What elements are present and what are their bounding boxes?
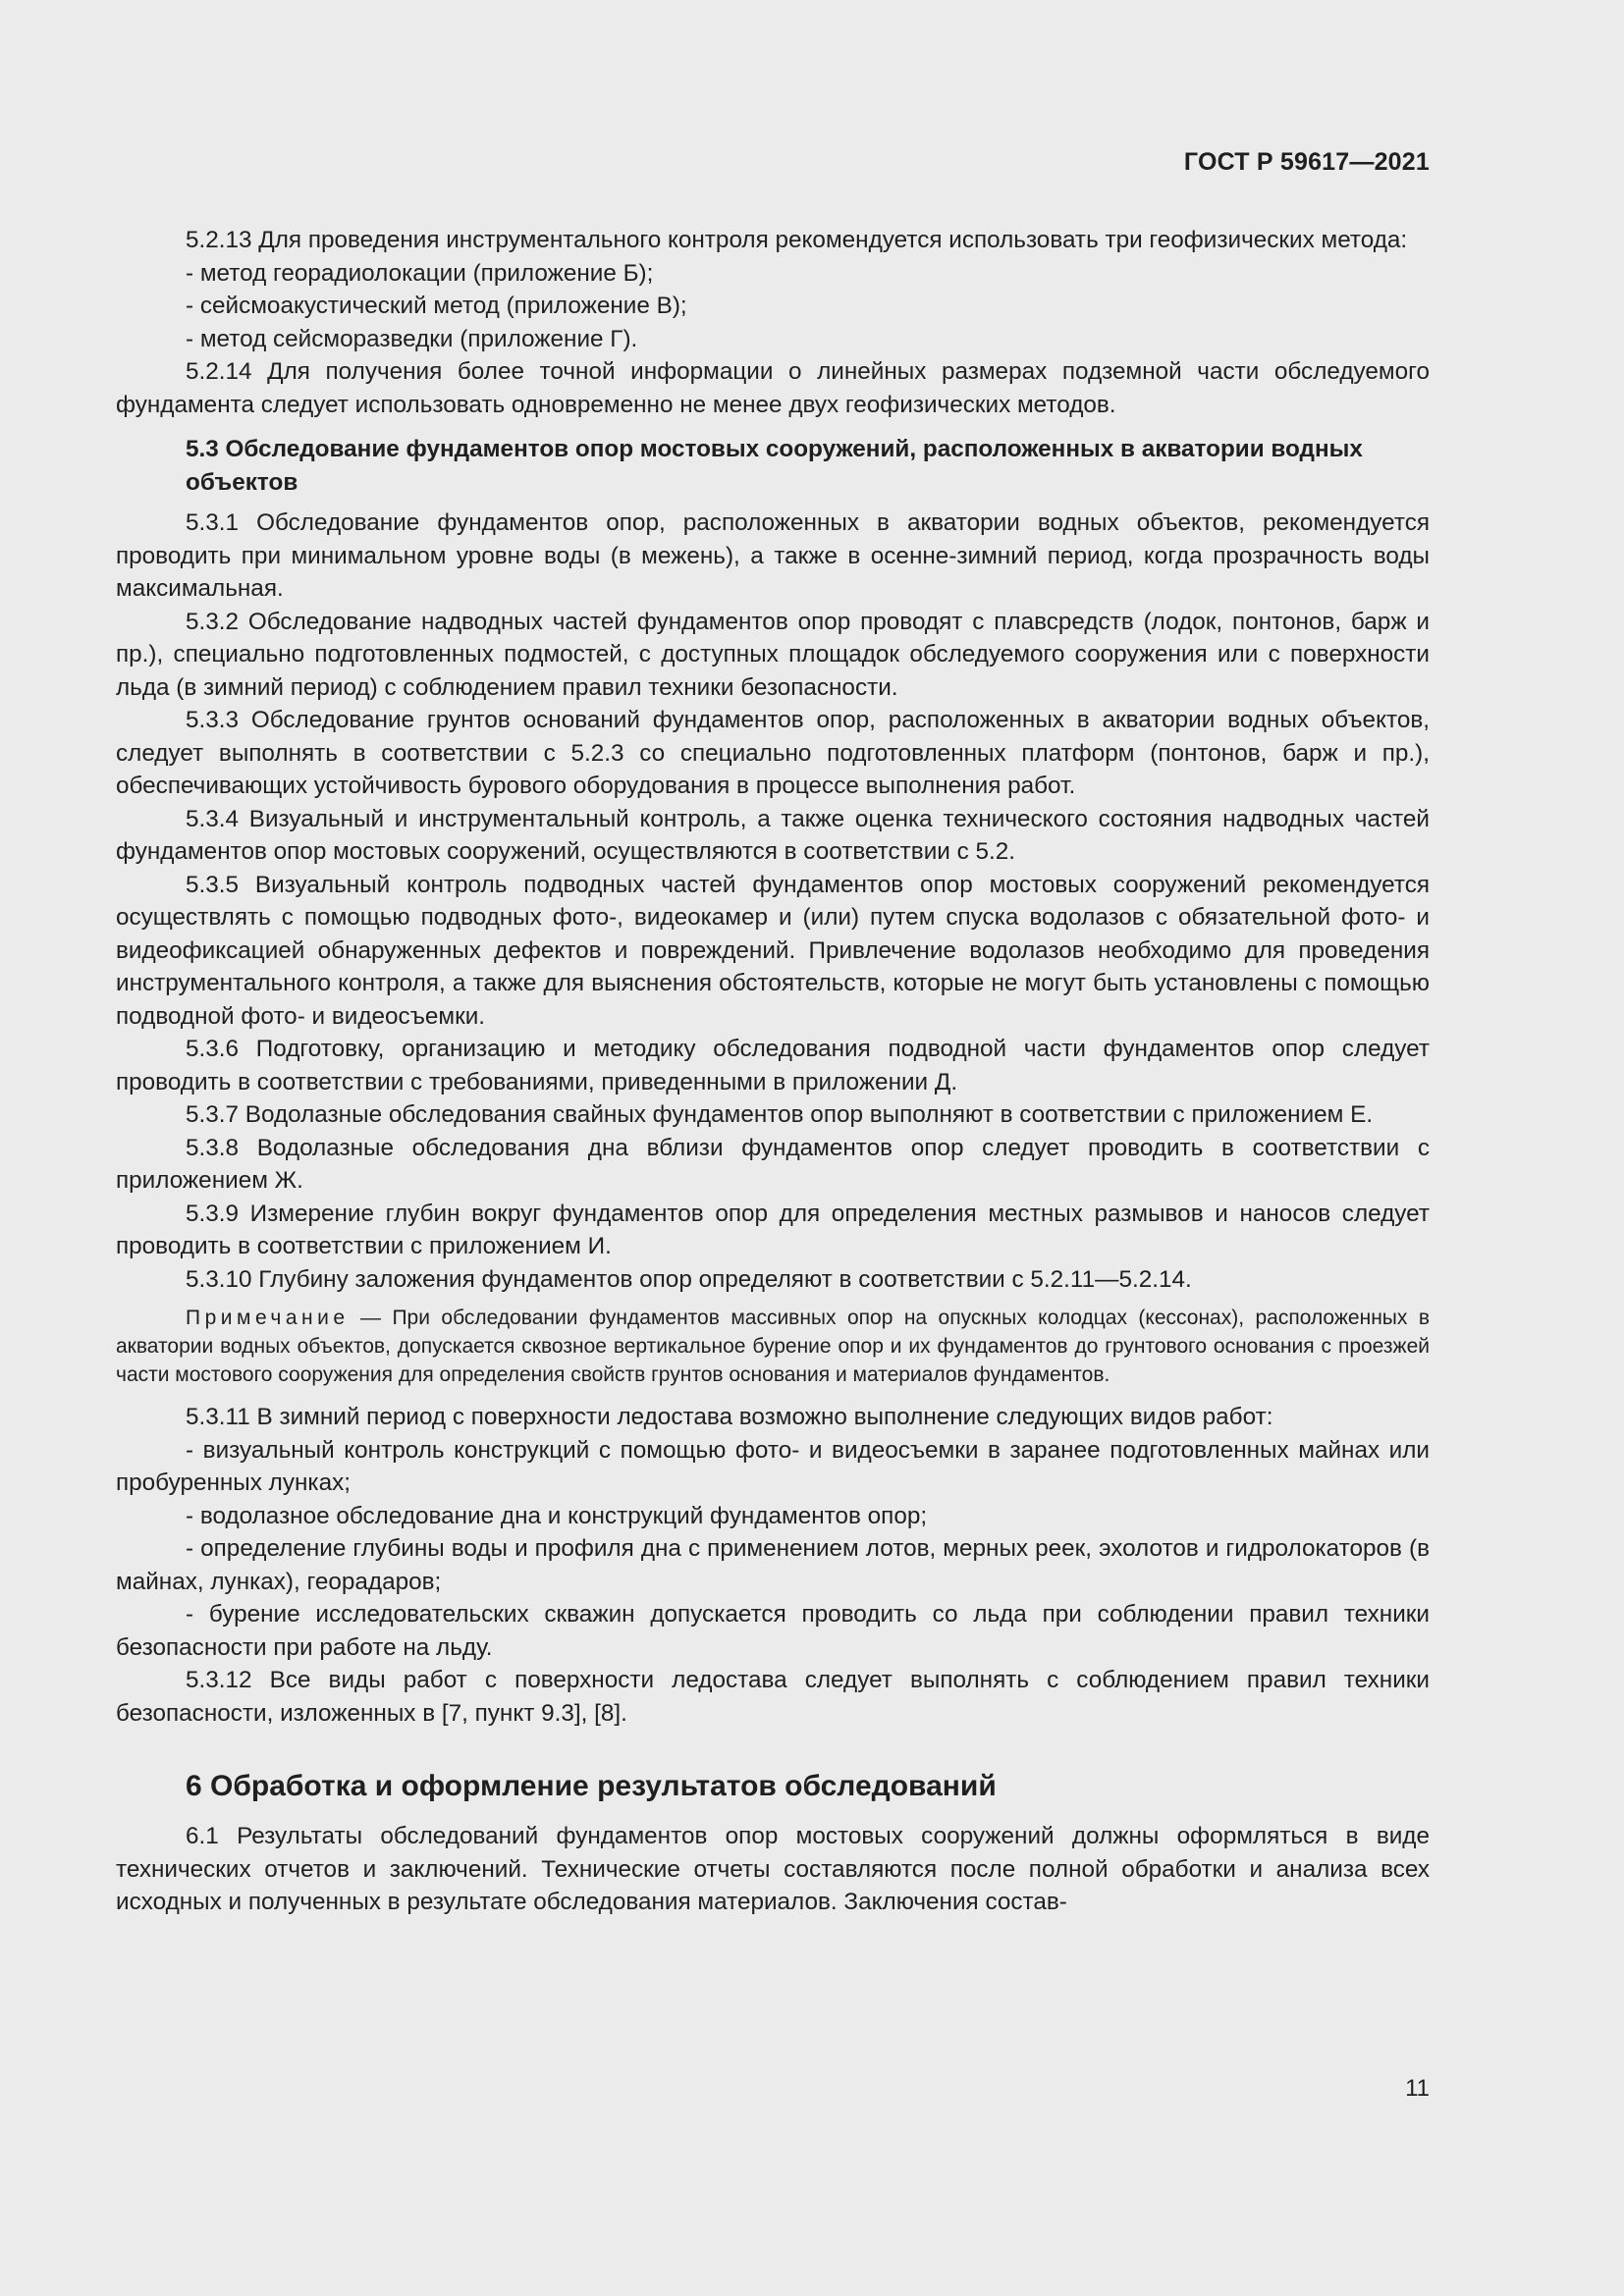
list-item: - метод сейсморазведки (приложение Г). (186, 325, 638, 352)
paragraph-5-3-9: 5.3.9 Измерение глубин вокруг фундаментов опор для определения местных размывов и наносов следует проводить в соответствии с приложением И. (116, 1200, 1430, 1259)
paragraph-5-2-13: 5.2.13 Для проведения инструментального контроля рекомендуется использовать три геофизических метода: (186, 227, 1408, 253)
list-item: - сейсмоакустический метод (приложение В); (186, 293, 687, 319)
paragraph-5-3-5: 5.3.5 Визуальный контроль подводных частей фундаментов опор мостовых сооружений рекомендуется осуществлять с помощью подводных фото-, видеокамер и (или) путем спуска водолазов с обязательной фото- и видеофиксацией обнаруженных дефектов и повреждений. Привлечение водолазов необходимо для проведения инструментального контроля, а также для выяснения обстоятельств, которые не могут быть установлены с помощью подводной фото- и видеосъемки. (116, 871, 1430, 1030)
paragraph-5-3-7: 5.3.7 Водолазные обследования свайных фундаментов опор выполняют в соответствии с приложением Е. (186, 1101, 1374, 1128)
page-number: 11 (1405, 2075, 1430, 2102)
list-item: - водолазное обследование дна и конструкций фундаментов опор; (186, 1502, 928, 1529)
paragraph-5-3-6: 5.3.6 Подготовку, организацию и методику обследования подводной части фундаментов опор следует проводить в соответствии с требованиями, приведенными в приложении Д. (116, 1036, 1430, 1095)
section-heading-6: 6 Обработка и оформление результатов обследований (186, 1770, 997, 1802)
section-heading-5-3: 5.3 Обследование фундаментов опор мостовых сооружений, расположенных в акватории водных объектов (186, 436, 1363, 496)
list-item: - метод георадиолокации (приложение Б); (186, 259, 654, 287)
paragraph-5-3-12: 5.3.12 Все виды работ с поверхности ледостава следует выполнять с соблюдением правил техники безопасности, изложенных в [7, пункт 9.3], [8]. (116, 1667, 1430, 1727)
paragraph-5-3-4: 5.3.4 Визуальный и инструментальный контроль, а также оценка технического состояния надводных частей фундаментов опор мостовых сооружений, осуществляются в соответствии с 5.2. (116, 805, 1430, 865)
note-text: — При обследовании фундаментов массивных опор на опускных колодцах (кессонах), расположенных в акватории водных объектов, допускается сквозное вертикальное бурение опор и их фундаментов до грунтового основания с проезжей части мостового сооружения для определения свойств грунтов основания и материалов фундаментов. (116, 1307, 1430, 1386)
paragraph-5-3-10: 5.3.10 Глубину заложения фундаментов опор определяют в соответствии с 5.2.11—5.2.14. (186, 1265, 1192, 1293)
paragraph-5-3-2: 5.3.2 Обследование надводных частей фундаментов опор проводят с плавсредств (лодок, понтонов, барж и пр.), специально подготовленных подмостей, с доступных площадок обследуемого сооружения или с поверхности льда (в зимний период) с соблюдением правил техники безопасности. (116, 608, 1430, 701)
paragraph-5-2-14: 5.2.14 Для получения более точной информации о линейных размерах подземной части обследуемого фундамента следует использовать одновременно не менее двух геофизических методов. (116, 358, 1430, 418)
list-item: - бурение исследовательских скважин допускается проводить со льда при соблюдении правил техники безопасности при работе на льду. (116, 1601, 1430, 1661)
list-item: - определение глубины воды и профиля дна с применением лотов, мерных реек, эхолотов и гидролокаторов (в майнах, лунках), георадаров; (116, 1535, 1430, 1595)
document-body (116, 224, 1430, 1919)
paragraph-5-3-3: 5.3.3 Обследование грунтов оснований фундаментов опор, расположенных в акватории водных объектов, следует выполнять в соответствии с 5.2.3 со специально подготовленных платформ (понтонов, барж и пр.), обеспечивающих устойчивость бурового оборудования в процессе выполнения работ. (116, 707, 1430, 799)
paragraph-6-1: 6.1 Результаты обследований фундаментов опор мостовых сооружений должны оформляться в виде технических отчетов и заключений. Технические отчеты составляются после полной обработки и анализа всех исходных и полученных в результате обследования материалов. Заключения состав- (116, 1823, 1430, 1915)
document-code-header: ГОСТ Р 59617—2021 (1183, 148, 1430, 176)
paragraph-5-3-8: 5.3.8 Водолазные обследования дна вблизи фундаментов опор следует проводить в соответствии с приложением Ж. (116, 1134, 1430, 1194)
note-label: Примечание (186, 1307, 350, 1329)
list-item: - визуальный контроль конструкций с помощью фото- и видеосъемки в заранее подготовленных майнах или пробуренных лунках; (116, 1436, 1430, 1496)
paragraph-5-3-11: 5.3.11 В зимний период с поверхности ледостава возможно выполнение следующих видов работ: (186, 1404, 1273, 1430)
note-block (116, 1304, 1430, 1389)
paragraph-5-3-1: 5.3.1 Обследование фундаментов опор, расположенных в акватории водных объектов, рекомендуется проводить при минимальном уровне воды (в межень), а также в осенне-зимний период, когда прозрачность воды максимальная. (116, 509, 1430, 602)
